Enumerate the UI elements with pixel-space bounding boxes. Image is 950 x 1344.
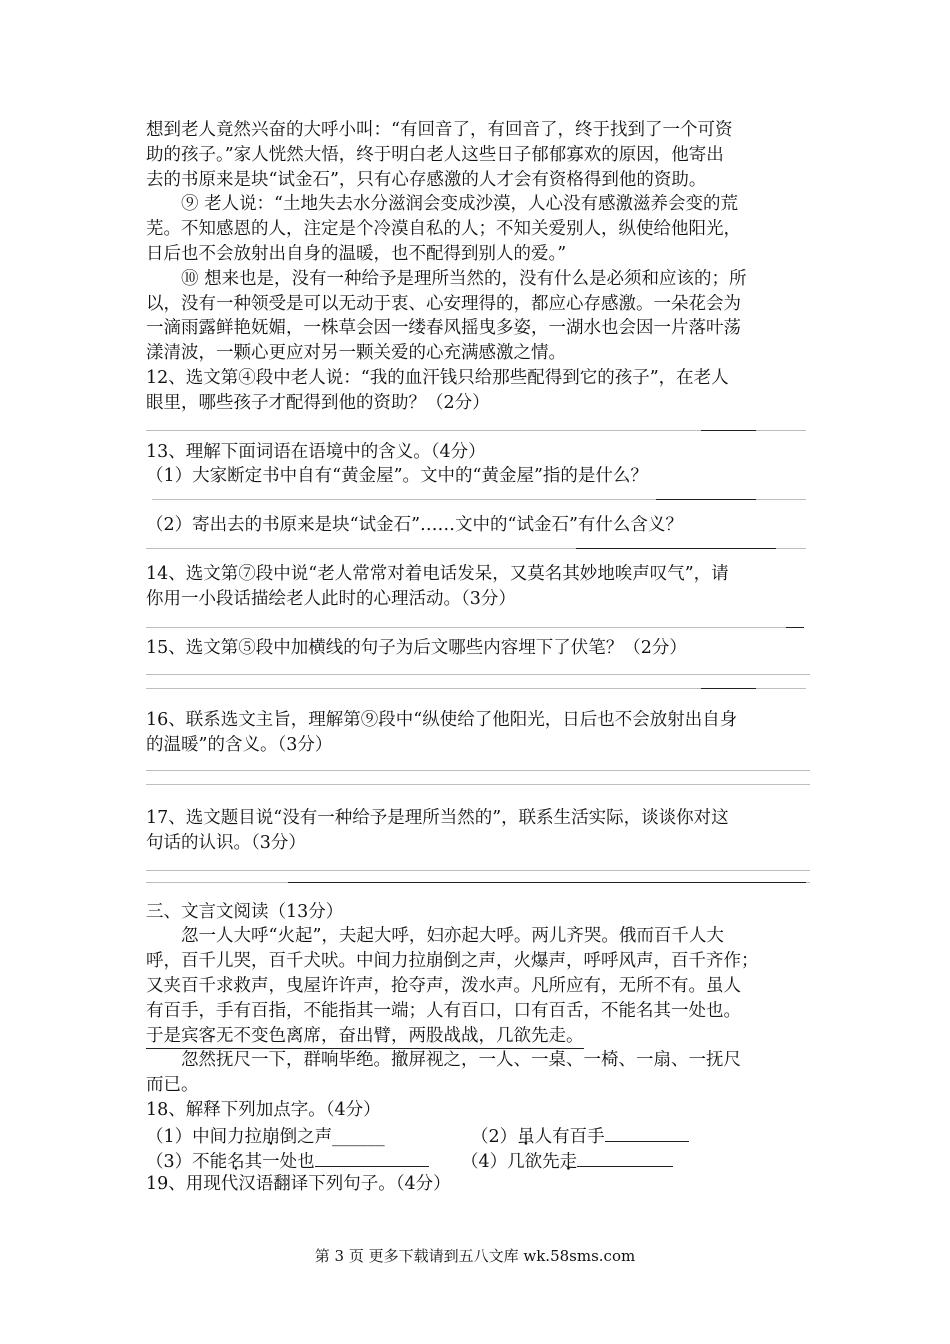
q18-item-3-post: 其一处也 [244,1151,315,1172]
q18-item-1-blank[interactable]: ______ [332,1126,385,1147]
q18-item-1-post: 倒之声 [279,1126,333,1147]
answer-line-q14[interactable] [146,612,806,636]
paragraph-10-line: 以，没有一种领受是可以无动于衷、心安理得的，都应心存感激。一朵花会为 [146,293,741,314]
paragraph-10-line: ⑩ 想来也是，没有一种给予是理所当然的，没有什么是必须和应该的；所 [181,268,747,289]
classical-text-line: 忽然抚尺一下，群响毕绝。撤屏视之，一人、一桌、一椅、一扇、一抚尺 [181,1050,741,1071]
question-14-line: 你用一小段话描绘老人此时的心理活动。（3分） [146,588,516,609]
question-13-title: 13、理解下面词语在语境中的含义。（4分） [146,441,486,462]
question-15-line: 15、选文第⑤段中加横线的句子为后文哪些内容埋下了伏笔？（2分） [146,637,687,658]
q18-item-1-pre: （1）中间力拉 [146,1126,263,1147]
classical-text-line: 有百手，手有百指，不能指其一端；人有百口，口有百舌，不能名其一处也。 [146,1000,741,1021]
classical-text-line: 呼，百千儿哭，百千犬吠。中间力拉崩倒之声，火爆声，呼呼风声，百千齐作； [146,951,759,972]
document-page [146,118,806,1197]
paragraph-10-line: 一滴雨露鲜艳妩媚，一株草会因一缕春风摇曳多姿，一湖水也会因一片落叶荡 [146,318,741,339]
question-13-sub-2: （2）寄出去的书原来是块“试金石”……文中的“试金石”有什么含义？ [146,515,683,536]
answer-line-q15-b[interactable] [146,684,806,708]
classical-text-line: 而已。 [146,1075,199,1096]
question-16-line: 16、联系选文主旨，理解第⑨段中“纵使给了他阳光，日后也不会放射出自身 [146,710,738,731]
q18-item-4-blank[interactable] [577,1148,673,1167]
q18-item-1-dotted: 崩 [262,1126,280,1147]
passage-line: 助的孩子。”家人恍然大悟，终于明白老人这些日子郁郁寡欢的原因，他寄出 [146,144,724,165]
question-14-line: 14、选文第⑦段中说“老人常常对着电话发呆，又莫名其妙地唉声叹气”，请 [146,563,729,584]
q18-item-3-blank[interactable] [315,1148,429,1167]
question-19-title: 19、用现代汉语翻译下列句子。（4分） [146,1174,451,1195]
answer-line-q13-1[interactable] [146,489,806,513]
section-3-title: 三、文言文阅读（13分） [146,901,344,922]
underlined-sentence: 于是宾客无不变色离席，奋出臂，两股战战，几欲先走。 [146,1024,584,1050]
q18-item-4-dotted: 走 [559,1151,578,1172]
q18-item-2-blank[interactable] [605,1123,689,1142]
classical-text-line: 又夹百千求救声，曳屋许许声，抢夺声，泼水声。凡所应有，无所不有。虽人 [146,975,741,996]
question-18-title: 18、解释下列加点字。（4分） [146,1099,381,1120]
question-17-line: 句话的认识。（3分） [146,832,306,853]
q18-item-2-dotted: 虽 [517,1126,535,1147]
answer-line-q13-2[interactable] [146,538,806,562]
question-17-line: 17、选文题目说“没有一种给予是理所当然的”，联系生活实际，谈谈你对这 [146,807,729,828]
passage-line: 想到老人竟然兴奋的大呼小叫：“有回音了，有回音了，终于找到了一个可资 [146,120,733,140]
answer-line-q16-b[interactable] [146,782,806,806]
answer-line-q12[interactable] [146,416,806,440]
paragraph-9-line: ⑨ 老人说：“土地失去水分滋润会变成沙漠，人心没有感激滋养会变的荒 [181,194,739,215]
answer-line-q15-a[interactable] [146,660,806,684]
paragraph-9-line: 日后也不会放射出自身的温暖，也不配得到别人的爱。” [146,243,567,264]
q18-item-3-dotted: 名 [227,1151,245,1172]
question-16-line: 的温暖”的含义。（3分） [146,735,333,756]
answer-line-q17-b[interactable] [146,880,806,900]
q18-item-3-pre: （3）不能 [146,1151,228,1172]
question-18-row-1 [146,1123,806,1148]
q18-item-2-pre: （2） [471,1126,518,1147]
paragraph-9-line: 芜。不知感恩的人，注定是个冷漠自私的人；不知关爱别人，纵使给他阳光， [146,219,741,240]
page-footer: 第 3 页 更多下载请到五八文库 wk.58sms.com [314,1247,636,1265]
q18-item-2-post: 人有百手 [534,1126,605,1147]
classical-text-underlined-line [146,1024,806,1049]
question-12-line: 眼里，哪些孩子才配得到他的资助？（2分） [146,392,490,413]
question-18-row-2 [146,1148,806,1173]
q18-item-4-pre: （4）几欲先 [461,1151,560,1172]
paragraph-10-line: 漾清波，一颗心更应对另一颗关爱的心充满感激之情。 [146,343,566,364]
question-12-line: 12、选文第④段中老人说：“我的血汗钱只给那些配得到它的孩子”，在老人 [146,367,729,388]
answer-line-q16-a[interactable] [146,758,806,782]
answer-line-q17-a[interactable] [146,856,806,880]
question-13-sub-1: （1）大家断定书中自有“黄金屋”。文中的“黄金屋”指的是什么？ [146,466,648,487]
passage-line: 去的书原来是块“试金石”，只有心存感激的人才会有资格得到他的资助。 [146,169,707,190]
classical-text-line: 忽一人大呼“火起”，夫起大呼，妇亦起大呼。两儿齐哭。俄而百千人大 [181,926,724,947]
